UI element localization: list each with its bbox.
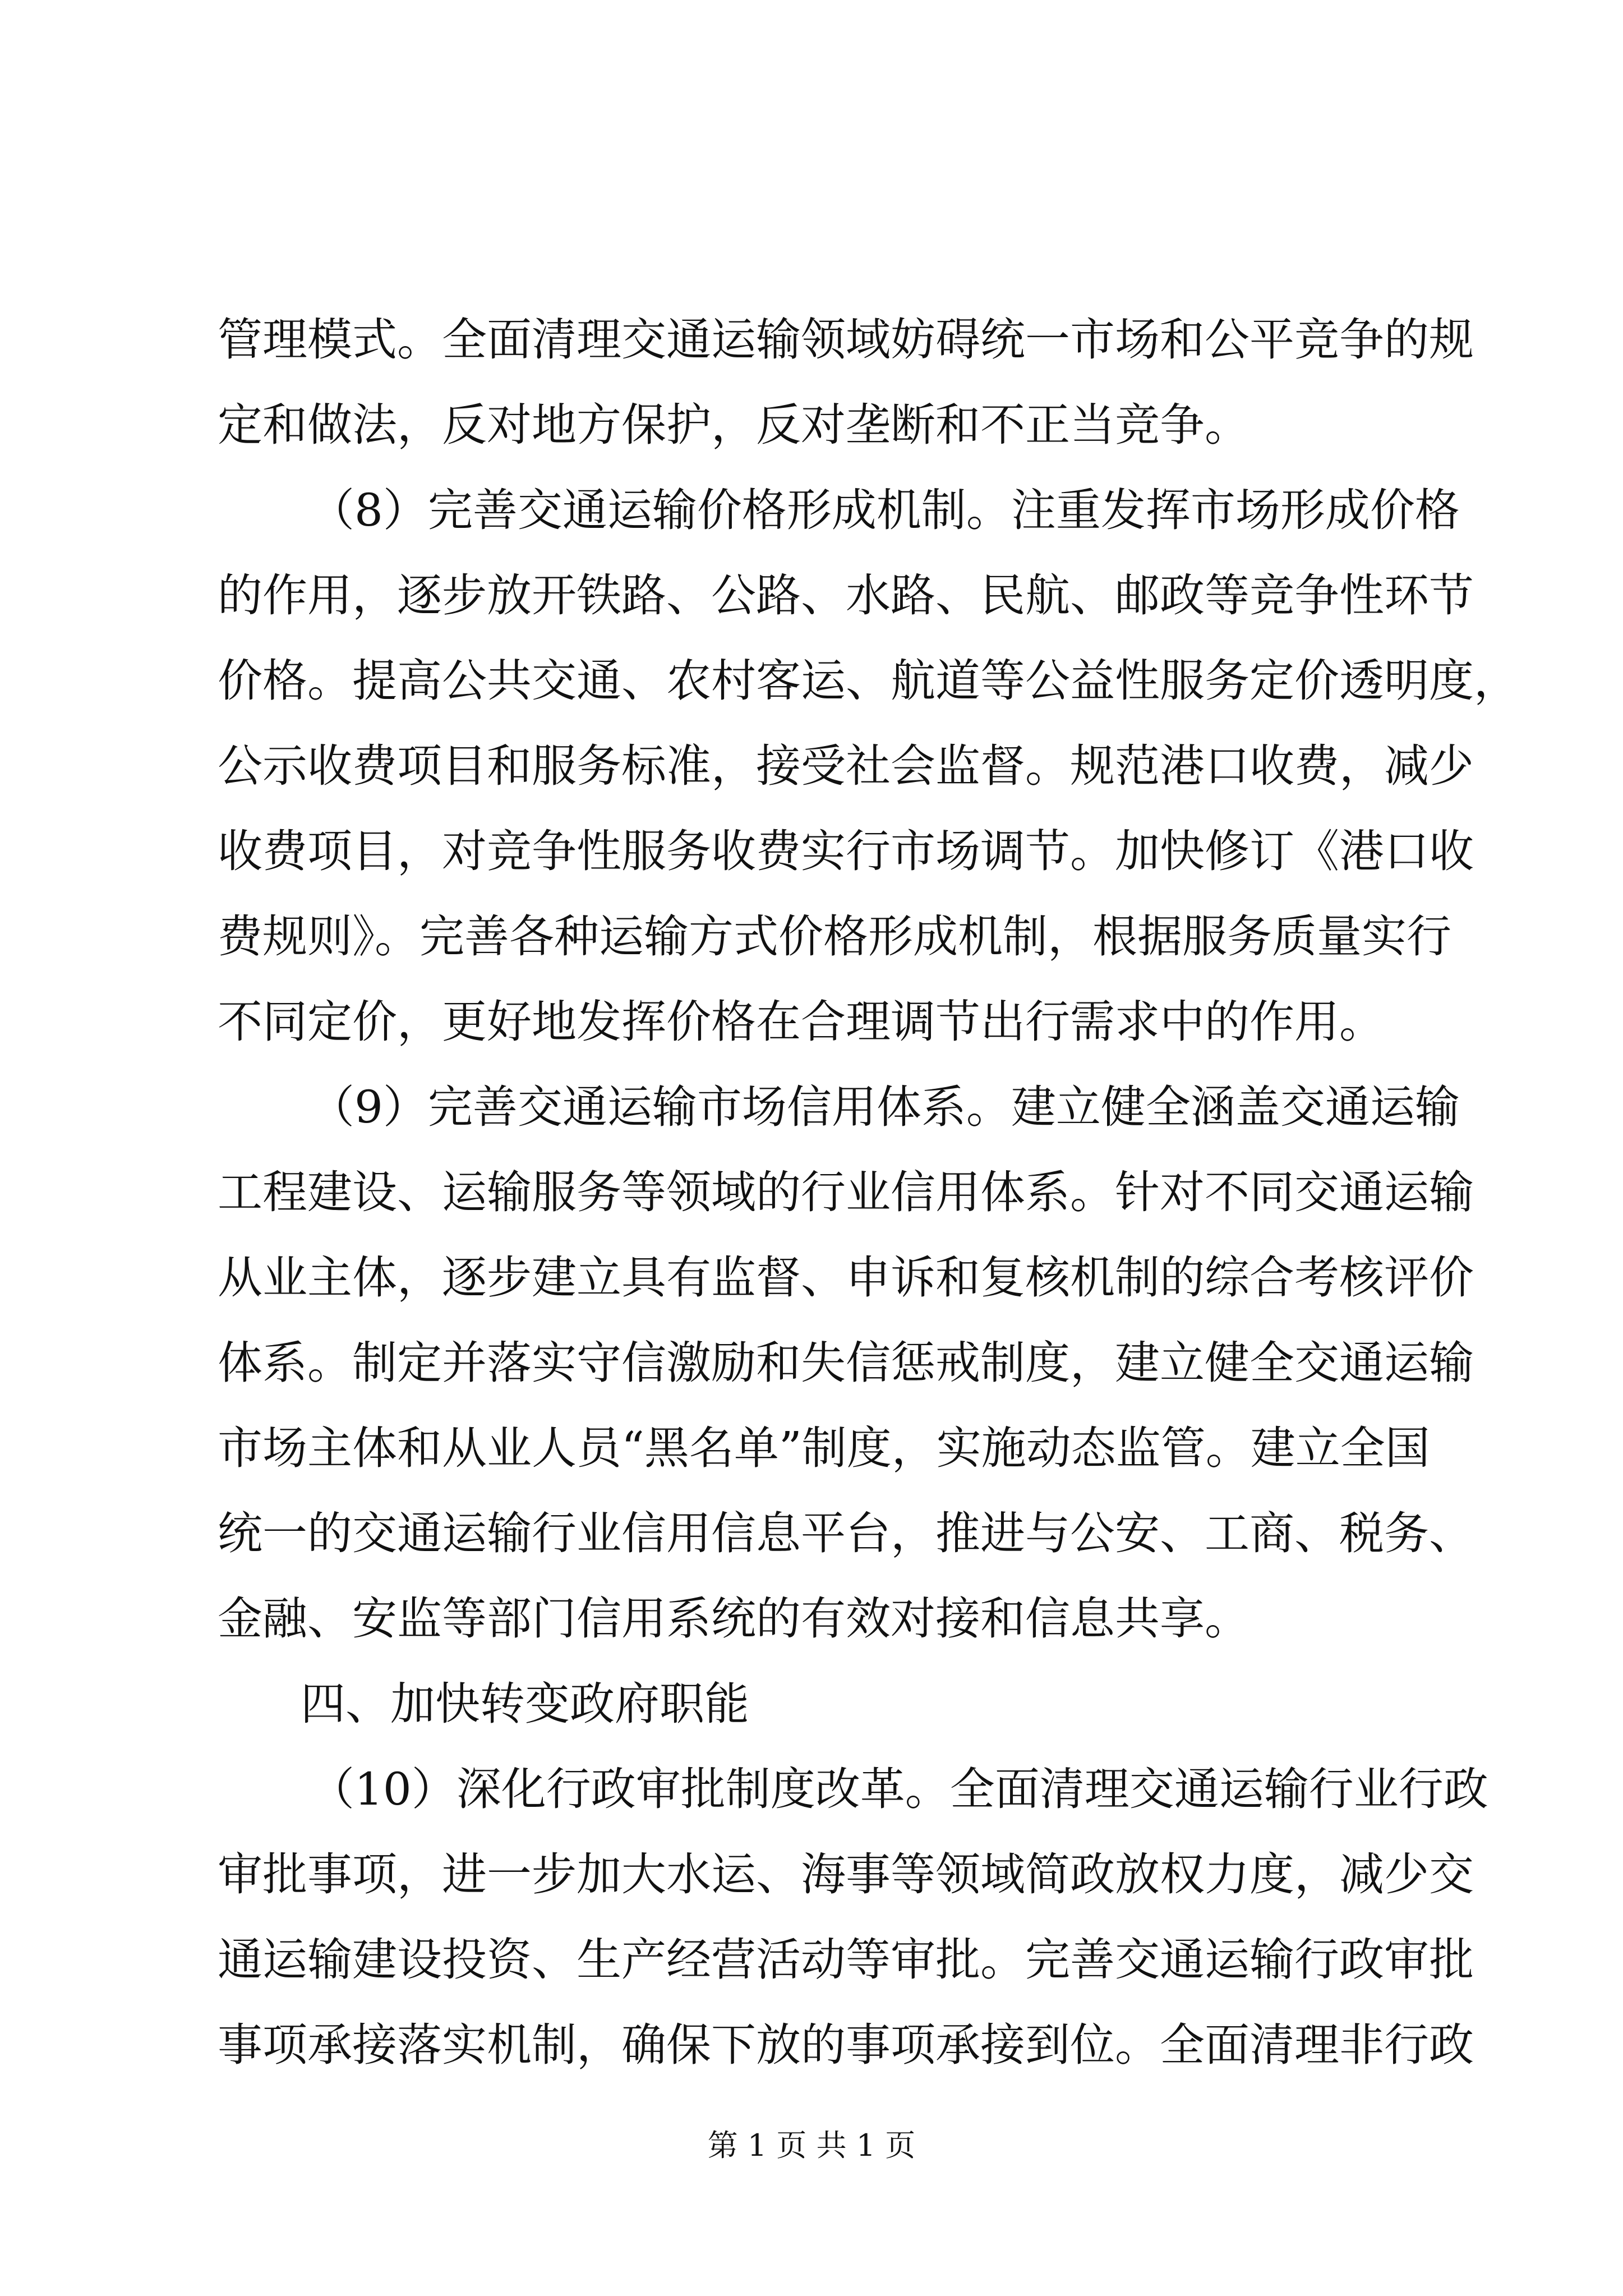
- text-line: 定和做法，反对地方保护，反对垄断和不正当竞争。: [218, 399, 1249, 451]
- text-line: 收费项目，对竞争性服务收费实行市场调节。加快修订《港口收: [218, 825, 1474, 877]
- text-line: 通运输建设投资、生产经营活动等审批。完善交通运输行政审批: [218, 1934, 1474, 1986]
- text-line: 的作用，逐步放开铁路、公路、水路、民航、邮政等竞争性环节: [218, 569, 1474, 622]
- text-line-paragraph-start: （10）深化行政审批制度改革。全面清理交通运输行业行政: [310, 1763, 1488, 1815]
- text-line: 审批事项，进一步加大水运、海事等领域简政放权力度，减少交: [218, 1848, 1474, 1901]
- text-line: 费规则》。完善各种运输方式价格形成机制，根据服务质量实行: [218, 910, 1451, 963]
- text-line: 不同定价，更好地发挥价格在合理调节出行需求中的作用。: [218, 996, 1384, 1048]
- text-line: 工程建设、运输服务等领域的行业信用体系。针对不同交通运输: [218, 1166, 1474, 1218]
- page-footer: [0, 2126, 1623, 2165]
- text-line: 公示收费项目和服务标准，接受社会监督。规范港口收费，减少: [218, 740, 1474, 792]
- text-line: 事项承接落实机制，确保下放的事项承接到位。全面清理非行政: [218, 2019, 1474, 2071]
- text-line: 金融、安监等部门信用系统的有效对接和信息共享。: [218, 1593, 1249, 1645]
- text-line: 价格。提高公共交通、农村客运、航道等公益性服务定价透明度，: [218, 655, 1519, 707]
- text-line: 从业主体，逐步建立具有监督、申诉和复核机制的综合考核评价: [218, 1251, 1474, 1304]
- text-line-paragraph-start: （9）完善交通运输市场信用体系。建立健全涵盖交通运输: [310, 1081, 1460, 1133]
- document-body: [218, 297, 1519, 2088]
- text-line: 市场主体和从业人员“黑名单”制度，实施动态监管。建立全国: [218, 1422, 1430, 1474]
- text-line: 管理模式。全面清理交通运输领域妨碍统一市场和公平竞争的规: [218, 314, 1474, 366]
- text-line: 统一的交通运输行业信用信息平台，推进与公安、工商、税务、: [218, 1507, 1474, 1559]
- section-heading: 四、加快转变政府职能: [301, 1678, 749, 1730]
- text-line: 体系。制定并落实守信激励和失信惩戒制度，建立健全交通运输: [218, 1337, 1474, 1389]
- text-line-paragraph-start: （8）完善交通运输价格形成机制。注重发挥市场形成价格: [310, 484, 1460, 536]
- page-number-label: 第 1 页 共 1 页: [707, 2128, 916, 2163]
